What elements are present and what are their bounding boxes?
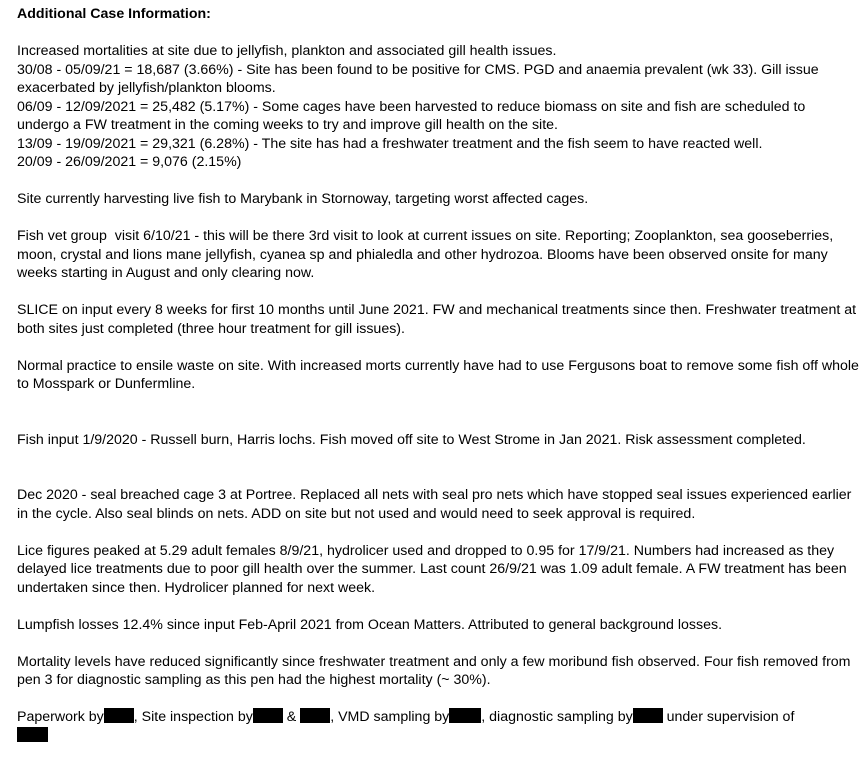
seal-paragraph: Dec 2020 - seal breached cage 3 at Portree. Replaced all nets with seal pro nets which have stopped seal issues experienced earlier in the cycle. Also seal blinds on nets. ADD on site but not used and would need to seek approval is required. [17,487,856,522]
redacted-name-block [300,708,330,723]
redacted-name-block [449,708,481,723]
signoff-ampersand: & [282,709,301,725]
signoff-vmd-label: , VMD sampling by [330,709,450,725]
signoff-paperwork-label: Paperwork by [17,709,104,725]
mortality-week-36: 06/09 - 12/09/2021 = 25,482 (5.17%) - Some cages have been harvested to reduce biomass on site and fish are scheduled to undergo a FW treatment in the coming weeks to try and improve gill health on the site. [17,98,810,133]
fish-input-paragraph: Fish input 1/9/2020 - Russell burn, Harris lochs. Fish moved off site to West Strome in Jan 2021. Risk assessment completed. [17,431,806,448]
slice-paragraph: SLICE on input every 8 weeks for first 10 months until June 2021. FW and mechanical treatments since then. Freshwater treatment at both sites just completed (three hour treatment for gill issues). [17,302,860,337]
redacted-name-block [633,708,663,723]
signoff-site-inspection-label: , Site inspection by [133,709,253,725]
mortality-summary-line: Increased mortalities at site due to jellyfish, plankton and associated gill health issues. [17,43,557,59]
mortality-reduced-paragraph: Mortality levels have reduced significantly since freshwater treatment and only a few moribund fish observed. Four fish removed from pen 3 for diagnostic sampling as this pen had the highest mortality (~ 30%). [17,653,855,688]
signoff-line [17,708,859,745]
mortality-week-37: 13/09 - 19/09/2021 = 29,321 (6.28%) - The site has had a freshwater treatment and the fish seem to have reacted well. [17,135,763,152]
page-title: Additional Case Information: [17,6,211,22]
case-information-document [17,5,863,745]
waste-paragraph: Normal practice to ensile waste on site. With increased morts currently have had to use Fergusons boat to remove some fish off whole to Mosspark or Dunfermline. [17,357,863,392]
vet-visit-paragraph: Fish vet group visit 6/10/21 - this will be there 3rd visit to look at current issues on site. Reporting; Zooplankton, sea gooseberries, moon, crystal and lions mane jellyfish, cyanea sp and phialedla and other hydrozoa. Blooms have been observed onsite for many weeks starting in August and only clearing now. [17,228,838,281]
redacted-name-block [253,708,283,723]
signoff-diagnostic-label: , diagnostic sampling by [481,709,633,725]
lumpfish-paragraph: Lumpfish losses 12.4% since input Feb-April 2021 from Ocean Matters. Attributed to general background losses. [17,616,723,633]
redacted-name-block [104,708,134,723]
mortality-week-38: 20/09 - 26/09/2021 = 9,076 (2.15%) [17,154,242,170]
redacted-name-block [17,727,48,742]
signoff-supervision-label: under supervision of [662,709,795,725]
lice-paragraph: Lice figures peaked at 5.29 adult females 8/9/21, hydrolicer used and dropped to 0.95 for 17/9/21. Numbers had increased as they delayed lice treatments due to poor gill health over the summer. Last count 26/9/21 was 1.09 adult female. A FW treatment has been undertaken since then. Hydrolicer planned for next week. [17,542,851,596]
harvesting-paragraph: Site currently harvesting live fish to Marybank in Stornoway, targeting worst affected cages. [17,191,589,207]
mortality-week-35: 30/08 - 05/09/21 = 18,687 (3.66%) - Site has been found to be positive for CMS. PGD and anaemia prevalent (wk 33). Gill issue exacerbated by jellyfish/plankton blooms. [17,61,823,96]
